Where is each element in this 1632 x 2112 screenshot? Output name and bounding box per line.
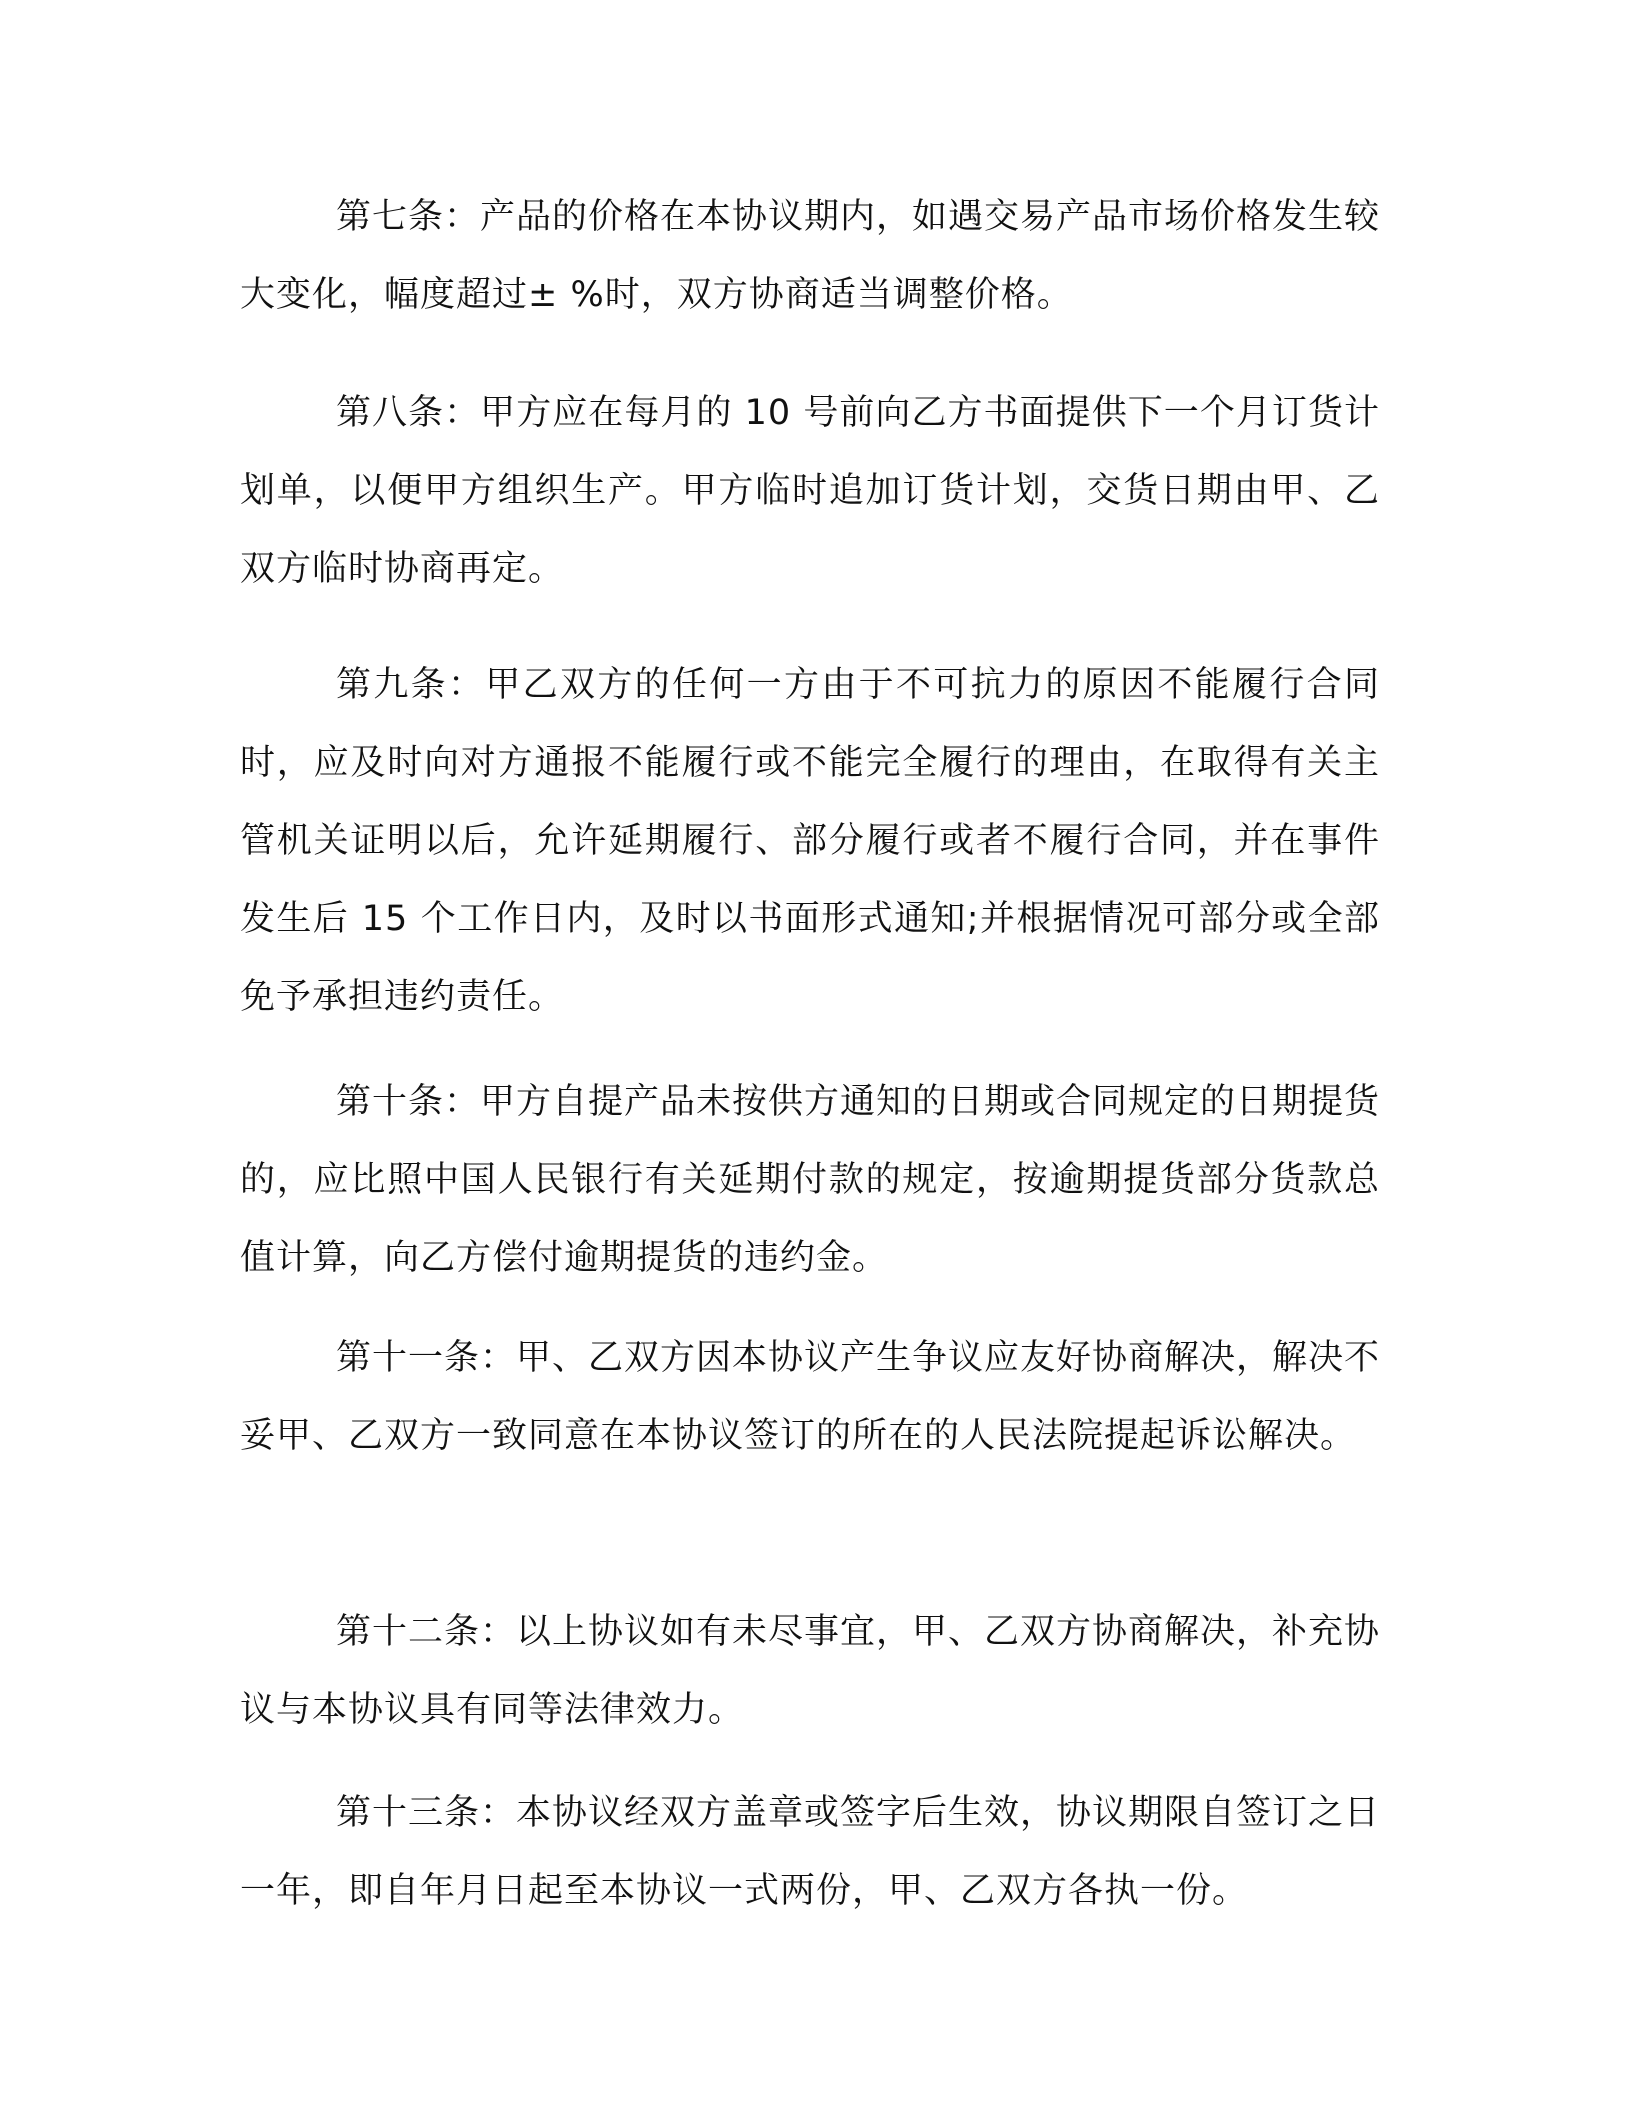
article-7: 第七条：产品的价格在本协议期内，如遇交易产品市场价格发生较大变化，幅度超过± %时，双方协商适当调整价格。 [240,197,1381,315]
article-8: 第八条：甲方应在每月的 10 号前向乙方书面提供下一个月订货计划单，以便甲方组织生产。甲方临时追加订货计划，交货日期由甲、乙双方临时协商再定。 [240,393,1380,589]
article-11: 第十一条：甲、乙双方因本协议产生争议应友好协商解决，解决不妥甲、乙双方一致同意在本协议签订的所在的人民法院提起诉讼解决。 [240,1338,1381,1456]
article-13: 第十三条：本协议经双方盖章或签字后生效，协议期限自签订之日一年，即自年月日起至本协议一式两份，甲、乙双方各执一份。 [240,1793,1381,1911]
article-12: 第十二条：以上协议如有未尽事宜，甲、乙双方协商解决，补充协议与本协议具有同等法律效力。 [240,1612,1381,1730]
article-9: 第九条：甲乙双方的任何一方由于不可抗力的原因不能履行合同时，应及时向对方通报不能履行或不能完全履行的理由，在取得有关主管机关证明以后，允许延期履行、部分履行或者不履行合同，并在事件发生后 15 个工作日内，及时以书面形式通知;并根据情况可部分或全部免予承担违约责任。 [240,665,1380,1017]
article-10: 第十条：甲方自提产品未按供方通知的日期或合同规定的日期提货的，应比照中国人民银行有关延期付款的规定，按逾期提货部分货款总值计算，向乙方偿付逾期提货的违约金。 [240,1082,1381,1278]
